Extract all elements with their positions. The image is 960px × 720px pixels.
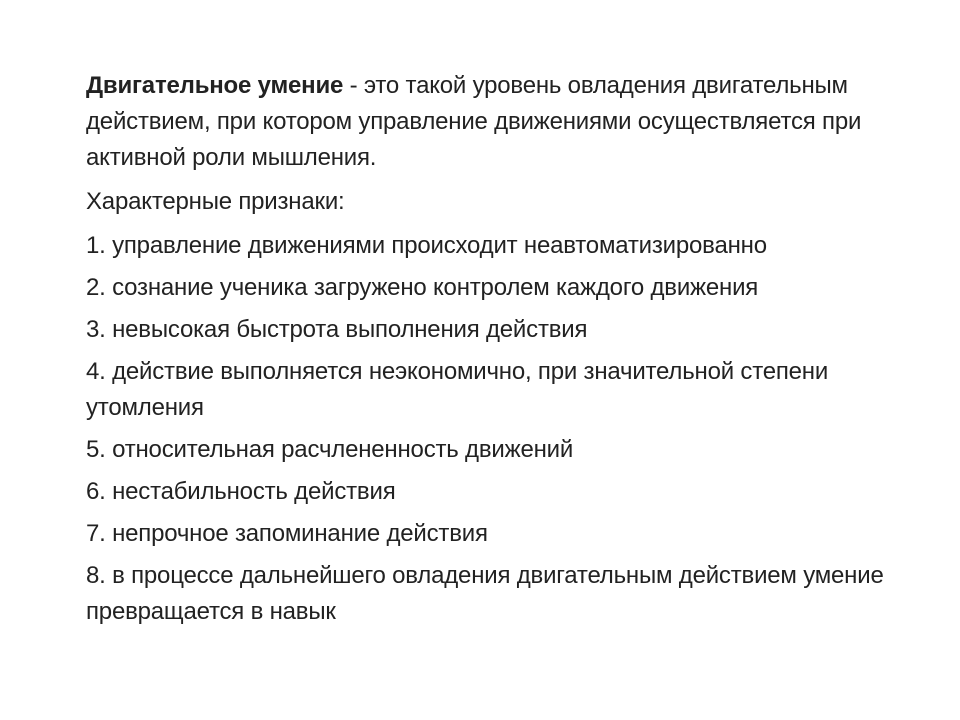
feature-item-7: 7. непрочное запоминание действия xyxy=(86,520,488,547)
definition-paragraph xyxy=(86,68,906,176)
features-list xyxy=(86,228,906,630)
definition-term: Двигательное умение xyxy=(86,72,344,99)
feature-item-4: 4. действие выполняется неэкономично, при значительной степени утомления xyxy=(86,358,829,421)
feature-item-2: 2. сознание ученика загружено контролем каждого движения xyxy=(86,274,759,301)
feature-item-5: 5. относительная расчлененность движений xyxy=(86,436,574,463)
feature-item-3: 3. невысокая быстрота выполнения действия xyxy=(86,316,588,343)
feature-item-8: 8. в процессе дальнейшего овладения двигательным действием умение превращается в навык xyxy=(86,562,884,625)
features-heading: Характерные признаки: xyxy=(86,188,345,215)
feature-item-1: 1. управление движениями происходит неавтоматизированно xyxy=(86,232,767,259)
slide-body xyxy=(86,68,906,636)
definition-text: - это такой уровень овладения двигательным действием, при котором управление движениями осуществляется при активной роли мышления. xyxy=(86,72,862,171)
feature-item-6: 6. нестабильность действия xyxy=(86,478,396,505)
